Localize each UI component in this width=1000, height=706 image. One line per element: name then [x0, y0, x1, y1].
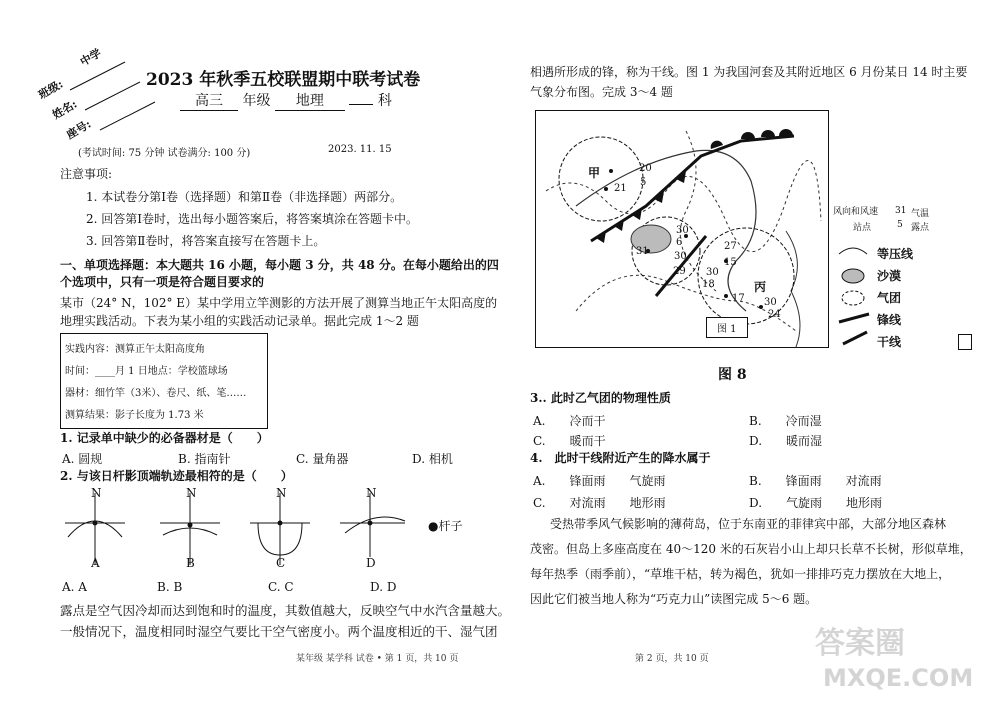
north-c: N [276, 486, 287, 500]
map-num-21: 21 [614, 183, 627, 194]
q4-option-d: D. 气旋雨 地形雨 [749, 496, 883, 510]
watermark-bottom: MXQE.COM [823, 664, 974, 692]
map-num-18: 18 [702, 279, 715, 290]
exam-date: 2023. 11. 15 [328, 144, 392, 155]
record-time: 时间：____月 1 日地点：学校篮球场 [65, 366, 228, 377]
legend-dry-line: 干线 [877, 335, 902, 349]
map-num-30c: 30 [706, 267, 719, 278]
record-content: 实践内容：测算正午太阳高度角 [65, 344, 205, 355]
air-mass-jia: 甲 [588, 166, 601, 180]
map-num-6: 6 [676, 237, 683, 248]
right-page [505, 0, 1000, 706]
section1-line2: 个选项中，只有一项是符合题目要求的 [60, 275, 265, 289]
note-3: 3. 回答第Ⅱ卷时，将答案直接写在答题卡上。 [86, 234, 326, 248]
label-b: B [186, 556, 195, 570]
figure-label: 图 1 [706, 317, 748, 338]
q4-option-c: C. 对流雨 地形雨 [533, 496, 666, 510]
subject-suffix: 科 [377, 93, 392, 109]
q2-option-d: D. D [370, 580, 397, 594]
q3-option-a: A. 冷而干 [533, 414, 606, 428]
legend-wind: 风向和风速 [833, 207, 879, 217]
school-label: 中学 [77, 46, 104, 69]
info-underlines [30, 50, 160, 150]
map-num-27: 27 [724, 241, 737, 252]
legend-desert: 沙漠 [877, 269, 902, 283]
legend-air-mass: 气团 [877, 291, 902, 305]
section1-line1: 一、单项选择题：本大题共 16 小题，每小题 3 分，共 48 分。在每小题给出的四 [60, 258, 499, 272]
legend-temp: 气温 [911, 209, 930, 219]
diagram-c [250, 493, 310, 565]
note-2: 2. 回答第Ⅰ卷时，选出每小题答案后，将答案填涂在答题卡中。 [86, 212, 419, 226]
dew-line2: 一般情况下，温度相同时湿空气要比干空气密度小。两个温度相近的干、湿气团 [60, 624, 498, 639]
corner-checkbox [958, 334, 972, 350]
map-num-17: 17 [732, 293, 745, 304]
map-num-30d: 30 [764, 297, 777, 308]
q1-option-b: B. 指南针 [178, 452, 231, 466]
class-label: 班级: [36, 77, 66, 102]
right-footer: 第 2 页，共 10 页 [635, 654, 709, 664]
figure-caption: 图 8 [718, 367, 747, 383]
intro-line1: 某市（24° N，102° E）某中学用立竿测影的方法开展了测算当地正午太阳高度的 [60, 296, 498, 310]
q3-option-b: B. 冷而湿 [749, 414, 822, 428]
diagram-a [65, 493, 125, 565]
subject-value: 地理 [275, 90, 345, 111]
q4-option-b: B. 锋面雨 对流雨 [749, 474, 882, 488]
legend-dew-val: 5 [897, 220, 903, 230]
map-num-30a: 30 [676, 225, 689, 236]
diagram-b [160, 493, 220, 565]
notes-title: 注意事项: [60, 167, 113, 181]
seat-label: 座号: [64, 117, 94, 142]
north-a: N [91, 486, 102, 500]
para-line3: 每年热季（雨季前），“草堆干枯，转为褐色，犹如一排排巧克力摆放在大地上， [530, 567, 951, 581]
pole-label: ●杆子 [428, 519, 463, 533]
q2-stem: 2. 与该日杆影顶端轨迹最相符的是（ ） [60, 469, 293, 483]
north-d: N [366, 486, 377, 500]
map-num-31: 31 [636, 246, 649, 257]
weather-map [535, 110, 829, 348]
grade-suffix: 年级 [242, 93, 271, 109]
legend-isobar: 等压线 [877, 247, 914, 261]
legend-dew: 露点 [911, 223, 930, 233]
record-equipment: 器材：细竹竿（3米）、卷尺、纸、笔…… [65, 388, 247, 399]
q3-stem: 3.. 此时乙气团的物理性质 [530, 391, 671, 405]
q1-option-d: D. 相机 [412, 452, 453, 466]
diagram-d [340, 493, 405, 557]
q1-stem: 1. 记录单中缺少的必备器材是（ ） [60, 431, 269, 445]
cont-line1: 相遇所形成的锋，称为干线。图 1 为我国河套及其附近地区 6 月份某日 14 时主要 [530, 65, 968, 79]
q2-option-b: B. B [157, 580, 183, 594]
label-a: A [91, 556, 100, 570]
map-num-29: 29 [673, 266, 686, 277]
map-num-20: 20 [639, 163, 652, 174]
watermark-top: 答案圈 [815, 626, 905, 661]
q4-stem: 4. 此时干线附近产生的降水属于 [530, 451, 711, 465]
para-line1: 受热带季风气候影响的薄荷岛，位于东南亚的菲律宾中部，大部分地区森林 [550, 517, 947, 531]
dew-line1: 露点是空气因冷却而达到饱和时的温度，其数值越大，反映空气中水汽含量越大。 [60, 603, 511, 618]
q4-option-a: A. 锋面雨 气旋雨 [533, 474, 666, 488]
q2-option-c: C. C [268, 580, 294, 594]
grade-subject-line [180, 90, 392, 111]
q3-option-d: D. 暖而湿 [749, 434, 823, 448]
q3-option-c: C. 暖而干 [533, 434, 606, 448]
student-info-block [30, 46, 150, 142]
q1-option-c: C. 量角器 [296, 452, 349, 466]
north-b: N [186, 486, 197, 500]
map-num-15: 15 [724, 257, 737, 268]
intro-line2: 地理实践活动。下表为某小组的实践活动记录单。据此完成 1～2 题 [60, 314, 419, 328]
left-footer: 某年级 某学科 试卷 • 第 1 页，共 10 页 [296, 654, 459, 664]
q2-option-a: A. A [62, 580, 87, 594]
legend-front: 锋线 [877, 313, 902, 327]
exam-title: 2023 年秋季五校联盟期中联考试卷 [146, 70, 421, 90]
label-c: C [276, 556, 286, 570]
para-line2: 茂密。但岛上多座高度在 40～120 米的石灰岩小山上却只长草不长树，形似草堆， [530, 542, 972, 556]
exam-info: (考试时间: 75 分钟 试卷满分: 100 分) [78, 148, 251, 159]
shadow-diagrams [60, 485, 440, 577]
label-d: D [366, 556, 376, 570]
subject-gap [349, 104, 373, 105]
name-label: 姓名: [50, 97, 80, 122]
map-num-30b: 30 [674, 251, 687, 262]
q1-option-a: A. 圆规 [62, 452, 103, 466]
note-1: 1. 本试卷分第Ⅰ卷（选择题）和第Ⅱ卷（非选择题）两部分。 [86, 190, 403, 204]
cont-line2: 气象分布图。完成 3～4 题 [530, 85, 673, 99]
map-num-24: 24 [768, 309, 781, 320]
legend-station: 站点 [853, 223, 872, 233]
air-mass-bing: 丙 [754, 280, 767, 294]
map-legend [831, 200, 941, 350]
record-result: 测算结果：影子长度为 1.73 米 [65, 410, 204, 421]
legend-temp-val: 31 [895, 206, 907, 216]
map-num-5: 5 [640, 177, 647, 188]
record-sheet [60, 333, 268, 429]
grade-value: 高三 [180, 90, 238, 111]
para-line4: 因此它们被当地人称为“巧克力山”读图完成 5～6 题。 [530, 592, 818, 606]
